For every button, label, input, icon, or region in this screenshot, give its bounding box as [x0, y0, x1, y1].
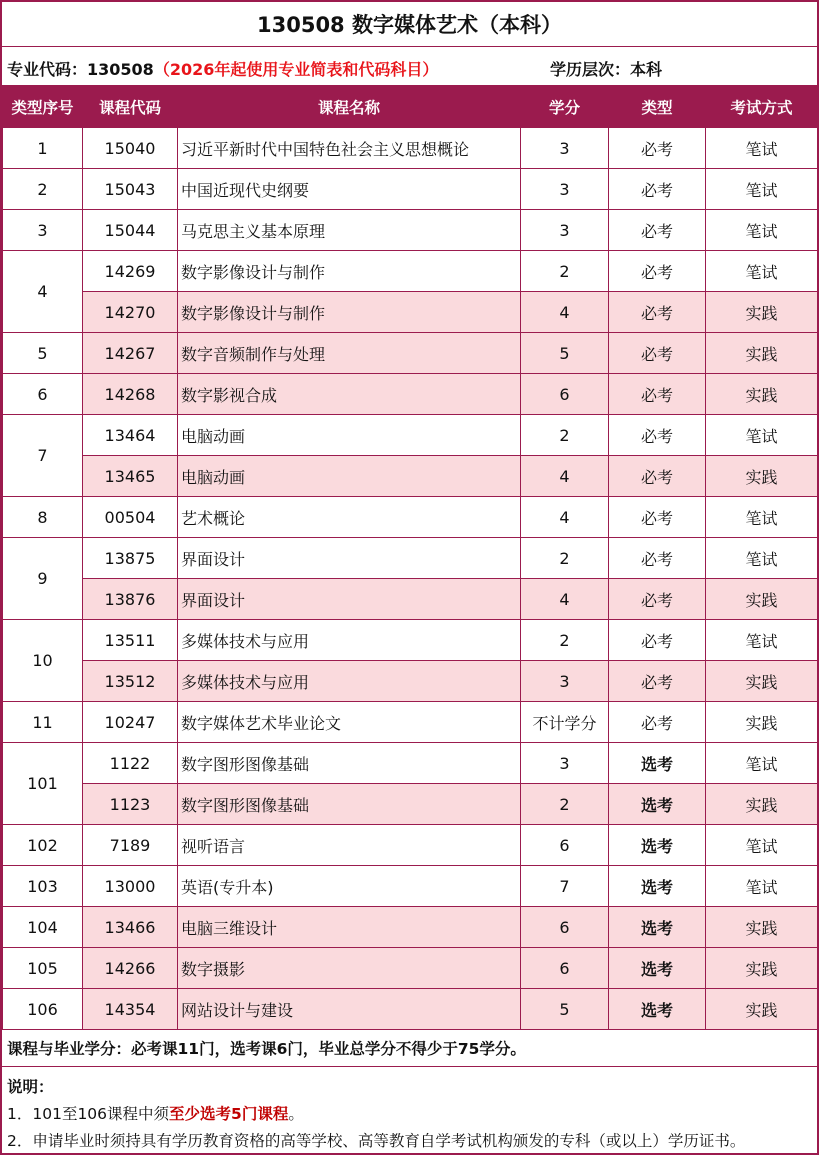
cell-name: 电脑三维设计 — [178, 907, 521, 948]
table-row — [3, 661, 818, 702]
cell-seq: 1 — [3, 128, 83, 169]
cell-type: 必考 — [609, 374, 706, 415]
cell-credit: 6 — [521, 825, 609, 866]
table-row — [3, 497, 818, 538]
cell-exam: 实践 — [706, 292, 818, 333]
cell-name: 英语(专升本) — [178, 866, 521, 907]
cell-type: 必考 — [609, 702, 706, 743]
cell-seq: 9 — [3, 538, 83, 620]
cell-seq: 106 — [3, 989, 83, 1030]
cell-type: 选考 — [609, 825, 706, 866]
cell-exam: 笔试 — [706, 128, 818, 169]
cell-name: 数字图形图像基础 — [178, 784, 521, 825]
table-row — [3, 989, 818, 1030]
cell-type: 必考 — [609, 456, 706, 497]
col-header-exam: 考试方式 — [706, 87, 818, 128]
cell-name: 网站设计与建设 — [178, 989, 521, 1030]
notes-heading: 说明： — [7, 1078, 54, 1096]
cell-seq: 4 — [3, 251, 83, 333]
cell-exam: 实践 — [706, 784, 818, 825]
cell-code: 13464 — [83, 415, 178, 456]
education-level: 学历层次：本科 — [550, 60, 663, 79]
cell-exam: 实践 — [706, 456, 818, 497]
cell-code: 13511 — [83, 620, 178, 661]
cell-credit: 6 — [521, 948, 609, 989]
cell-exam: 笔试 — [706, 210, 818, 251]
cell-name: 中国近现代史纲要 — [178, 169, 521, 210]
col-header-name: 课程名称 — [178, 87, 521, 128]
cell-type: 必考 — [609, 169, 706, 210]
col-header-credit: 学分 — [521, 87, 609, 128]
cell-name: 数字媒体艺术毕业论文 — [178, 702, 521, 743]
table-row — [3, 333, 818, 374]
cell-seq: 6 — [3, 374, 83, 415]
cell-code: 14267 — [83, 333, 178, 374]
cell-name: 界面设计 — [178, 579, 521, 620]
table-row — [3, 128, 818, 169]
cell-code: 7189 — [83, 825, 178, 866]
table-row — [3, 251, 818, 292]
cell-type: 必考 — [609, 579, 706, 620]
cell-code: 13000 — [83, 866, 178, 907]
cell-credit: 3 — [521, 128, 609, 169]
cell-name: 电脑动画 — [178, 415, 521, 456]
cell-type: 必考 — [609, 415, 706, 456]
cell-code: 13512 — [83, 661, 178, 702]
cell-code: 14268 — [83, 374, 178, 415]
cell-credit: 5 — [521, 989, 609, 1030]
cell-type: 必考 — [609, 620, 706, 661]
major-code — [7, 57, 438, 80]
cell-exam: 实践 — [706, 579, 818, 620]
table-row — [3, 374, 818, 415]
cell-credit: 4 — [521, 579, 609, 620]
table-row — [3, 948, 818, 989]
cell-name: 数字影像设计与制作 — [178, 251, 521, 292]
cell-code: 13875 — [83, 538, 178, 579]
table-row — [3, 620, 818, 661]
note-2: 2．申请毕业时须持具有学历教育资格的高等学校、高等教育自学考试机构颁发的专科（或以上）学历证书。 — [7, 1132, 746, 1150]
cell-code: 15040 — [83, 128, 178, 169]
course-table — [2, 86, 818, 1030]
graduation-credit-summary: 课程与毕业学分：必考课11门，选考课6门，毕业总学分不得少于75学分。 — [2, 1029, 817, 1067]
cell-type: 必考 — [609, 292, 706, 333]
cell-name: 数字影视合成 — [178, 374, 521, 415]
cell-code: 14354 — [83, 989, 178, 1030]
cell-exam: 实践 — [706, 333, 818, 374]
cell-credit: 2 — [521, 251, 609, 292]
cell-name: 马克思主义基本原理 — [178, 210, 521, 251]
cell-name: 界面设计 — [178, 538, 521, 579]
cell-seq: 104 — [3, 907, 83, 948]
cell-type: 选考 — [609, 907, 706, 948]
cell-credit: 6 — [521, 374, 609, 415]
cell-credit: 3 — [521, 210, 609, 251]
table-row — [3, 415, 818, 456]
cell-credit: 4 — [521, 497, 609, 538]
cell-seq: 103 — [3, 866, 83, 907]
cell-code: 14266 — [83, 948, 178, 989]
cell-type: 选考 — [609, 866, 706, 907]
cell-name: 数字摄影 — [178, 948, 521, 989]
cell-exam: 实践 — [706, 989, 818, 1030]
cell-name: 数字影像设计与制作 — [178, 292, 521, 333]
table-row — [3, 702, 818, 743]
cell-exam: 笔试 — [706, 620, 818, 661]
cell-name: 习近平新时代中国特色社会主义思想概论 — [178, 128, 521, 169]
cell-name: 电脑动画 — [178, 456, 521, 497]
col-header-type: 类型 — [609, 87, 706, 128]
cell-seq: 7 — [3, 415, 83, 497]
cell-exam: 实践 — [706, 702, 818, 743]
table-row — [3, 579, 818, 620]
cell-seq: 102 — [3, 825, 83, 866]
cell-exam: 笔试 — [706, 825, 818, 866]
cell-name: 多媒体技术与应用 — [178, 620, 521, 661]
cell-credit: 6 — [521, 907, 609, 948]
table-row — [3, 169, 818, 210]
cell-credit: 2 — [521, 415, 609, 456]
cell-exam: 笔试 — [706, 169, 818, 210]
note-1-highlight: 至少选考5门课程 — [169, 1105, 289, 1123]
cell-name: 数字图形图像基础 — [178, 743, 521, 784]
major-code-label: 专业代码：130508 — [7, 60, 154, 79]
cell-name: 视听语言 — [178, 825, 521, 866]
cell-code: 15044 — [83, 210, 178, 251]
cell-credit: 3 — [521, 169, 609, 210]
table-row — [3, 825, 818, 866]
cell-type: 必考 — [609, 661, 706, 702]
col-header-code: 课程代码 — [83, 87, 178, 128]
cell-type: 必考 — [609, 497, 706, 538]
cell-seq: 101 — [3, 743, 83, 825]
cell-name: 艺术概论 — [178, 497, 521, 538]
table-header-row — [3, 87, 818, 128]
cell-type: 选考 — [609, 743, 706, 784]
cell-type: 选考 — [609, 989, 706, 1030]
sheet-title: 130508 数字媒体艺术（本科） — [2, 2, 817, 47]
note-1 — [7, 1102, 304, 1124]
cell-exam: 笔试 — [706, 251, 818, 292]
cell-exam: 笔试 — [706, 415, 818, 456]
cell-type: 必考 — [609, 538, 706, 579]
cell-credit: 4 — [521, 456, 609, 497]
major-code-note: （2026年起使用专业简表和代码科目） — [153, 60, 439, 79]
cell-seq: 105 — [3, 948, 83, 989]
table-row — [3, 784, 818, 825]
cell-type: 必考 — [609, 333, 706, 374]
cell-code: 13465 — [83, 456, 178, 497]
cell-credit: 2 — [521, 620, 609, 661]
cell-exam: 实践 — [706, 661, 818, 702]
cell-credit: 2 — [521, 784, 609, 825]
cell-code: 1123 — [83, 784, 178, 825]
cell-seq: 2 — [3, 169, 83, 210]
cell-code: 1122 — [83, 743, 178, 784]
cell-exam: 实践 — [706, 948, 818, 989]
cell-exam: 笔试 — [706, 497, 818, 538]
cell-type: 选考 — [609, 784, 706, 825]
cell-code: 14270 — [83, 292, 178, 333]
cell-seq: 8 — [3, 497, 83, 538]
col-header-seq: 类型序号 — [3, 87, 83, 128]
cell-credit: 3 — [521, 743, 609, 784]
cell-exam: 实践 — [706, 374, 818, 415]
cell-credit: 不计学分 — [521, 702, 609, 743]
cell-credit: 4 — [521, 292, 609, 333]
cell-credit: 3 — [521, 661, 609, 702]
cell-seq: 11 — [3, 702, 83, 743]
cell-name: 数字音频制作与处理 — [178, 333, 521, 374]
cell-type: 必考 — [609, 251, 706, 292]
table-row — [3, 292, 818, 333]
cell-exam: 实践 — [706, 907, 818, 948]
cell-credit: 2 — [521, 538, 609, 579]
table-row — [3, 210, 818, 251]
major-info-row — [2, 47, 817, 86]
table-row — [3, 743, 818, 784]
table-row — [3, 866, 818, 907]
cell-code: 00504 — [83, 497, 178, 538]
cell-name: 多媒体技术与应用 — [178, 661, 521, 702]
cell-exam: 笔试 — [706, 743, 818, 784]
cell-type: 必考 — [609, 128, 706, 169]
cell-credit: 5 — [521, 333, 609, 374]
table-row — [3, 538, 818, 579]
cell-exam: 笔试 — [706, 538, 818, 579]
cell-code: 13466 — [83, 907, 178, 948]
cell-seq: 5 — [3, 333, 83, 374]
cell-code: 13876 — [83, 579, 178, 620]
cell-seq: 10 — [3, 620, 83, 702]
cell-code: 15043 — [83, 169, 178, 210]
cell-code: 14269 — [83, 251, 178, 292]
table-row — [3, 907, 818, 948]
cell-type: 必考 — [609, 210, 706, 251]
cell-seq: 3 — [3, 210, 83, 251]
cell-type: 选考 — [609, 948, 706, 989]
cell-credit: 7 — [521, 866, 609, 907]
cell-exam: 笔试 — [706, 866, 818, 907]
note-1-end: 。 — [288, 1105, 304, 1123]
note-1-text: 1．101至106课程中须 — [7, 1105, 170, 1123]
cell-code: 10247 — [83, 702, 178, 743]
table-row — [3, 456, 818, 497]
